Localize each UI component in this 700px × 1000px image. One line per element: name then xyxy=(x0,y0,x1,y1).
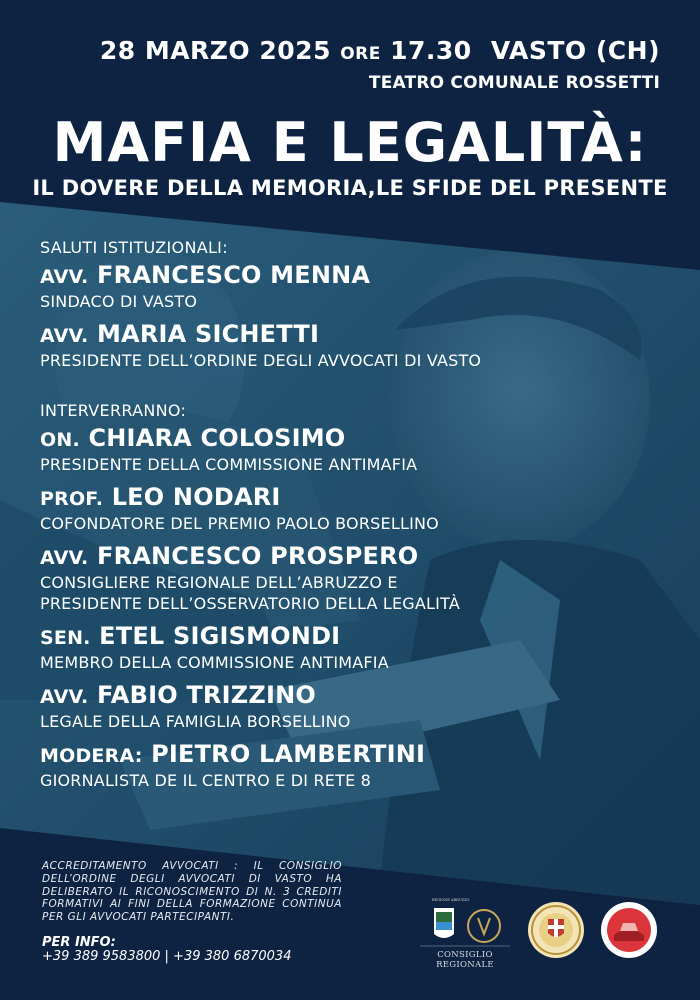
program xyxy=(40,238,680,799)
speaker-name: LEO NODARI xyxy=(111,483,281,511)
speaker-name: ETEL SIGISMONDI xyxy=(99,622,341,650)
speaker-name-line xyxy=(40,483,680,513)
moderator-entry xyxy=(40,740,680,791)
speaker-honorific: AVV. xyxy=(40,325,89,347)
moderator-name-line xyxy=(40,740,680,770)
borsellino-prize-seal-icon xyxy=(600,901,658,959)
speakers-label: INTERVERRANNO: xyxy=(40,401,187,420)
moderator-name: PIETRO LAMBERTINI xyxy=(151,740,426,768)
speaker-role: MEMBRO DELLA COMMISSIONE ANTIMAFIA xyxy=(40,653,389,672)
speaker-role: CONSIGLIERE REGIONALE DELL’ABRUZZO E xyxy=(40,573,398,592)
speaker-entry xyxy=(40,424,680,475)
speaker-honorific: AVV. xyxy=(40,547,89,569)
event-venue: TEATRO COMUNALE ROSSETTI xyxy=(368,73,660,93)
consiglio-regionale-label: CONSIGLIO REGIONALE xyxy=(436,950,494,970)
info-phone-numbers[interactable]: +39 389 9583800 | +39 380 6870034 xyxy=(42,949,292,964)
speaker-name-line xyxy=(40,424,680,454)
speaker-role: SINDACO DI VASTO xyxy=(40,292,198,311)
speaker-entry xyxy=(40,261,680,312)
speaker-name-line xyxy=(40,622,680,652)
greetings-label: SALUTI ISTITUZIONALI: xyxy=(40,238,228,257)
poster-subtitle: IL DOVERE DELLA MEMORIA,LE SFIDE DEL PRESENTE xyxy=(32,176,668,200)
speaker-entry xyxy=(40,320,680,371)
moderator-role: GIORNALISTA DE IL CENTRO E DI RETE 8 xyxy=(40,771,372,790)
speaker-entry xyxy=(40,681,680,732)
speaker-name: FRANCESCO MENNA xyxy=(96,261,371,289)
speaker-role: PRESIDENTE DELLA COMMISSIONE ANTIMAFIA xyxy=(40,455,418,474)
event-datetime xyxy=(100,36,660,65)
vasto-bar-seal-icon xyxy=(527,901,585,959)
speaker-honorific: AVV. xyxy=(40,686,89,708)
event-city: VASTO (CH) xyxy=(490,36,660,65)
speaker-entry xyxy=(40,483,680,534)
speaker-name: MARIA SICHETTI xyxy=(96,320,320,348)
info-label: PER INFO: xyxy=(42,935,116,950)
speaker-role: COFONDATORE DEL PREMIO PAOLO BORSELLINO xyxy=(40,514,439,533)
speaker-entry xyxy=(40,622,680,673)
speaker-role: PRESIDENTE DELL’ORDINE DEGLI AVVOCATI DI VASTO xyxy=(40,351,482,370)
poster-title: MAFIA E LEGALITÀ: xyxy=(52,111,648,174)
accreditation-note: ACCREDITAMENTO AVVOCATI : IL CONSIGLIO DELL’ORDINE DEGLI AVVOCATI DI VASTO HA DELIBERATO IL RICONOSCIMENTO DI N. 3 CREDITI FORMATIVI AI FINI DELLA FORMAZIONE CONTINUA PER GLI AVVOCATI PARTECIPANTI. xyxy=(42,860,342,924)
speaker-honorific: PROF. xyxy=(40,488,104,510)
speaker-name: FABIO TRIZZINO xyxy=(96,681,316,709)
event-time-prefix: ORE xyxy=(340,44,381,64)
speaker-honorific: SEN. xyxy=(40,627,91,649)
speaker-name-line xyxy=(40,681,680,711)
consiglio-regionale-logo xyxy=(412,898,518,970)
regione-abruzzo-label: REGIONE ABRUZZO xyxy=(432,898,470,902)
speaker-name-line xyxy=(40,261,680,291)
speaker-honorific: AVV. xyxy=(40,266,89,288)
moderator-label: MODERA: xyxy=(40,745,143,767)
event-time: 17.30 xyxy=(390,36,472,65)
speaker-role: LEGALE DELLA FAMIGLIA BORSELLINO xyxy=(40,712,351,731)
speaker-name-line xyxy=(40,320,680,350)
speaker-name: CHIARA COLOSIMO xyxy=(88,424,346,452)
event-date: 28 MARZO 2025 xyxy=(99,36,331,65)
speaker-name-line xyxy=(40,542,680,572)
speaker-entry xyxy=(40,542,680,614)
speaker-role-line-2: PRESIDENTE DELL’OSSERVATORIO DELLA LEGALITÀ xyxy=(40,594,460,613)
speaker-name: FRANCESCO PROSPERO xyxy=(96,542,419,570)
speaker-honorific: ON. xyxy=(40,429,80,451)
